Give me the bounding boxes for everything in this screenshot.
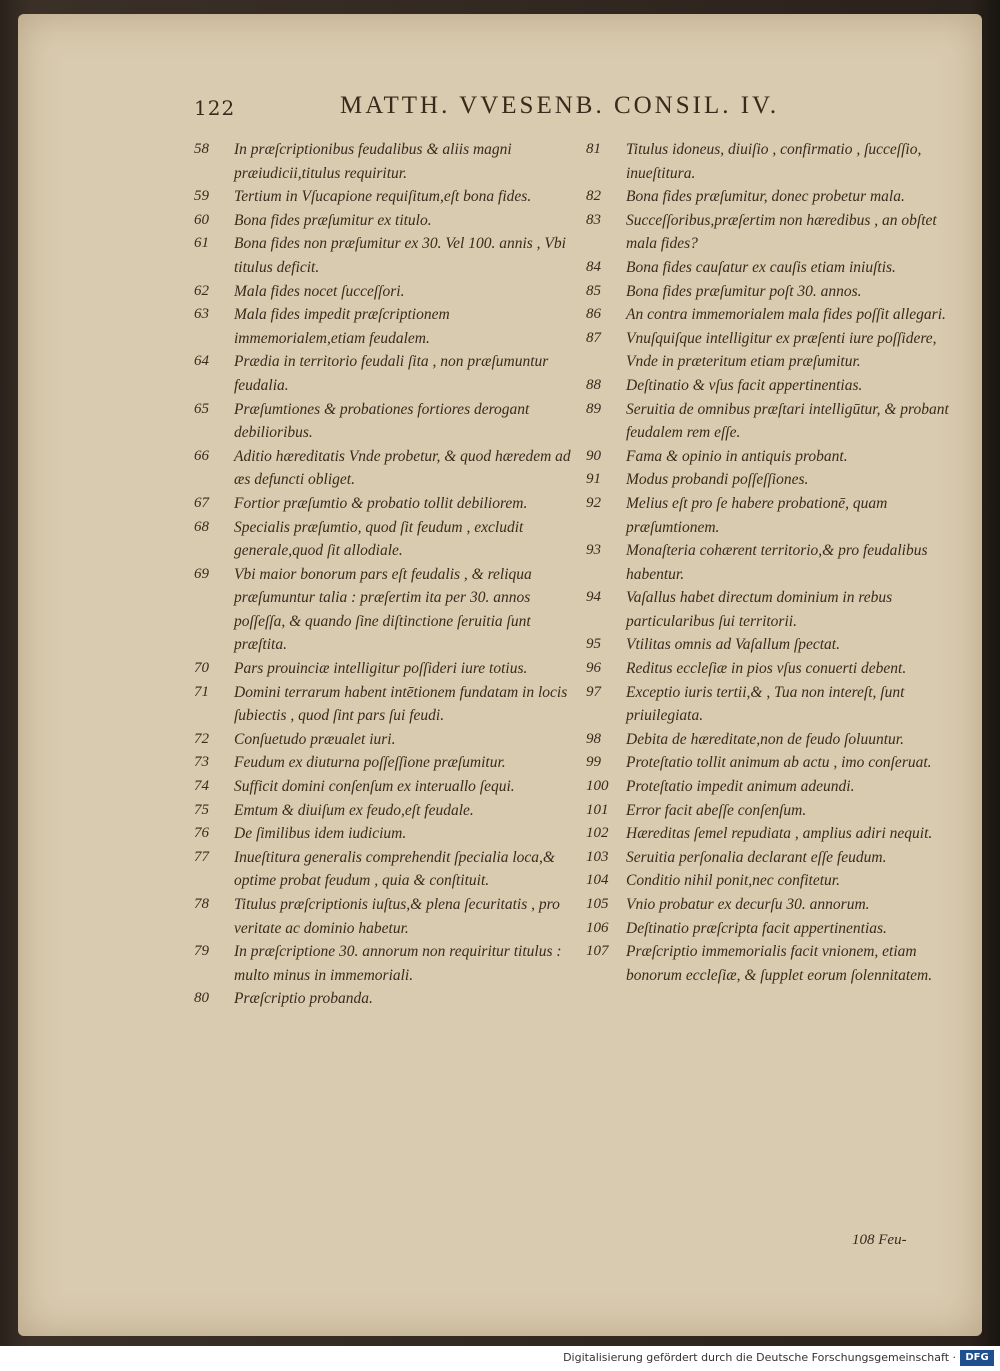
index-entry: [194, 681, 574, 728]
index-entry: [194, 185, 574, 209]
index-entry: [194, 893, 574, 940]
entry-number: 74: [194, 778, 209, 795]
index-entry: [194, 940, 574, 987]
entry-number: 85: [586, 282, 601, 299]
entry-number: 102: [586, 825, 609, 842]
index-entry: [194, 799, 574, 823]
entry-number: 68: [194, 518, 209, 535]
entry-text: Vnuſquiſque intelligitur ex præſenti iure poſſidere, Vnde in præteritum etiam præſumitur.: [626, 329, 937, 371]
entry-text: Deſtinatio & vſus facit appertinentias.: [626, 376, 863, 394]
entry-number: 93: [586, 542, 601, 559]
index-entry: [586, 492, 964, 539]
entry-text: Error facit abeſſe conſenſum.: [626, 801, 807, 819]
page-header: [18, 92, 982, 132]
entry-number: 96: [586, 660, 601, 677]
entry-number: 82: [586, 188, 601, 205]
index-entry: [586, 327, 964, 374]
index-entry: [586, 209, 964, 256]
entry-text: Monaſteria cohærent territorio,& pro feudalibus habentur.: [626, 542, 928, 583]
index-entry: [586, 633, 964, 657]
index-entry: [194, 398, 574, 445]
entry-text: Præſumtiones & probationes fortiores derogant debilioribus.: [234, 400, 530, 442]
index-entry: [586, 657, 964, 681]
entry-text: Bona fides cauſatur ex cauſis etiam iniuſtis.: [626, 258, 896, 276]
entry-text: Proteſtatio tollit animum ab actu , imo conſeruat.: [626, 754, 932, 772]
entry-number: 65: [194, 400, 209, 417]
index-entry: [194, 728, 574, 752]
entry-text: In præſcriptionibus feudalibus & aliis magni præiudicii,titulus requiritur.: [234, 141, 512, 182]
index-entry: [194, 751, 574, 775]
index-entry: [586, 869, 964, 893]
entry-number: 71: [194, 683, 209, 700]
index-entry: [194, 445, 574, 492]
left-column: [194, 138, 574, 1011]
entry-text: Conditio nihil ponit,nec confitetur.: [626, 872, 840, 890]
entry-number: 79: [194, 943, 209, 960]
entry-text: Modus probandi poſſeſſiones.: [626, 471, 809, 489]
entry-number: 98: [586, 730, 601, 747]
index-entry: [586, 303, 964, 327]
entry-text: Præſcriptio immemorialis facit vnionem, etiam bonorum eccleſiæ, & ſupplet eorum ſolennitatem.: [626, 943, 933, 984]
entry-text: Vtilitas omnis ad Vaſallum ſpectat.: [626, 636, 840, 654]
entry-text: Reditus eccleſiæ in pios vſus conuerti debent.: [626, 660, 907, 678]
entry-number: 64: [194, 353, 209, 370]
index-entry: [586, 185, 964, 209]
index-entry: [586, 728, 964, 752]
entry-number: 59: [194, 188, 209, 205]
entry-text: Sufficit domini conſenſum ex interuallo ſequi.: [234, 778, 515, 796]
entry-number: 100: [586, 778, 609, 795]
index-entry: [194, 846, 574, 893]
entry-text: Deſtinatio præſcripta facit appertinentias.: [626, 919, 887, 937]
entry-text: Præſcriptio probanda.: [234, 990, 373, 1008]
entry-number: 76: [194, 825, 209, 842]
entry-text: Vbi maior bonorum pars eſt feudalis , & reliqua præſumuntur talia : præſertim ita per 30. annos poſſeſſa, & quando ſine diſtinctione ſeruitia ſunt præſtita.: [234, 565, 532, 654]
index-entry: [194, 350, 574, 397]
entry-text: Titulus idoneus, diuiſio , confirmatio , ſucceſſio, inueſtitura.: [626, 141, 922, 182]
entry-number: 72: [194, 730, 209, 747]
entry-number: 90: [586, 447, 601, 464]
entry-text: Seruitia de omnibus præſtari intelligūtur, & probant feudalem rem eſſe.: [626, 400, 949, 442]
entry-text: Prædia in territorio feudali ſita , non præſumuntur feudalia.: [234, 353, 549, 394]
entry-text: Bona fides præſumitur ex titulo.: [234, 211, 432, 229]
index-entry: [586, 445, 964, 469]
index-entry: [194, 232, 574, 279]
entry-number: 88: [586, 376, 601, 393]
index-entry: [194, 280, 574, 304]
index-entry: [194, 516, 574, 563]
entry-number: 73: [194, 754, 209, 771]
index-entry: [194, 987, 574, 1011]
entry-number: 78: [194, 896, 209, 912]
entry-number: 61: [194, 235, 209, 252]
dfg-logo-icon: DFG: [960, 1350, 994, 1366]
entry-number: 91: [586, 471, 601, 488]
index-entry: [586, 893, 964, 917]
index-entry: [586, 846, 964, 870]
index-entry: [586, 681, 964, 728]
entry-text: Mala fides nocet ſucceſſori.: [234, 282, 405, 300]
entry-number: 97: [586, 683, 601, 700]
entry-text: Inueſtitura generalis comprehendit ſpecialia loca,& optime probat feudum , quia & conſtituit.: [234, 848, 555, 890]
index-entry: [586, 822, 964, 846]
index-entry: [586, 586, 964, 633]
entry-number: 70: [194, 660, 209, 677]
entry-text: Titulus præſcriptionis iuſtus,& plena ſecuritatis , pro veritate ac dominio habetur.: [234, 896, 560, 937]
index-entry: [586, 917, 964, 941]
entry-text: Fama & opinio in antiquis probant.: [626, 447, 848, 465]
entry-number: 77: [194, 848, 209, 865]
book-page: [18, 14, 982, 1336]
entry-number: 103: [586, 848, 609, 865]
index-entry: [194, 492, 574, 516]
entry-text: Proteſtatio impedit animum adeundi.: [626, 778, 855, 796]
entry-text: Melius eſt pro ſe habere probationē, quam præſumtionem.: [626, 494, 888, 536]
entry-text: Fortior præſumtio & probatio tollit debiliorem.: [234, 494, 528, 512]
index-entry: [194, 563, 574, 657]
entry-number: 75: [194, 801, 209, 818]
index-entry: [586, 374, 964, 398]
entry-number: 99: [586, 754, 601, 771]
entry-number: 89: [586, 400, 601, 417]
entry-text: Pars prouinciæ intelligitur poſſideri iure totius.: [234, 660, 528, 678]
entry-number: 83: [586, 211, 601, 228]
entry-number: 105: [586, 896, 609, 912]
index-entry: [194, 822, 574, 846]
entry-text: Emtum & diuiſum ex feudo,eſt feudale.: [234, 801, 474, 819]
running-title: MATTH. VVESENB. CONSIL. IV.: [340, 92, 780, 119]
index-entry: [586, 539, 964, 586]
index-entry: [586, 940, 964, 987]
index-entry: [586, 398, 964, 445]
entry-text: Tertium in Vſucapione requiſitum,eſt bona fides.: [234, 188, 532, 206]
entry-text: In præſcriptione 30. annorum non requiritur titulus : multo minus in immemoriali.: [234, 943, 562, 984]
entry-text: De ſimilibus idem iudicium.: [234, 825, 407, 843]
index-entry: [586, 280, 964, 304]
entry-number: 60: [194, 211, 209, 228]
entry-number: 87: [586, 329, 601, 346]
entry-number: 86: [586, 306, 601, 323]
entry-number: 95: [586, 636, 601, 653]
entry-text: Domini terrarum habent intētionem fundatam in locis ſubiectis , quod ſint pars ſui feudi.: [234, 683, 568, 725]
entry-number: 62: [194, 282, 209, 299]
index-entry: [586, 256, 964, 280]
index-entry: [586, 468, 964, 492]
entry-number: 80: [194, 990, 209, 1007]
entry-text: Feudum ex diuturna poſſeſſione præſumitur.: [234, 754, 506, 772]
entry-text: Seruitia perſonalia declarant eſſe feudum.: [626, 848, 887, 866]
index-entry: [194, 775, 574, 799]
entry-text: Vnio probatur ex decurſu 30. annorum.: [626, 896, 870, 913]
entry-number: 101: [586, 801, 609, 818]
digitization-footer: [0, 1346, 1000, 1371]
entry-text: Conſuetudo præualet iuri.: [234, 730, 396, 748]
entry-number: 84: [586, 258, 601, 275]
entry-text: An contra immemorialem mala fides poſſit allegari.: [626, 306, 946, 324]
index-entry: [194, 209, 574, 233]
entry-text: Vaſallus habet directum dominium in rebus particularibus ſui territorii.: [626, 589, 893, 630]
entry-text: Succeſſoribus,præſertim non hæredibus , an obſtet mala fides?: [626, 211, 937, 253]
entry-text: Debita de hæreditate,non de feudo ſoluuntur.: [626, 730, 904, 748]
entry-text: Bona fides non præſumitur ex 30. Vel 100. annis , Vbi titulus deficit.: [234, 235, 566, 276]
index-entry: [586, 799, 964, 823]
entry-text: Bona fides præſumitur poſt 30. annos.: [626, 282, 862, 300]
index-entry: [586, 775, 964, 799]
entry-number: 107: [586, 943, 609, 960]
entry-number: 92: [586, 494, 601, 511]
right-column: [586, 138, 964, 987]
entry-text: Mala fides impedit præſcriptionem immemorialem,etiam feudalem.: [234, 306, 450, 347]
index-entry: [194, 657, 574, 681]
entry-number: 67: [194, 494, 209, 511]
entry-number: 69: [194, 565, 209, 582]
page-number: 122: [194, 96, 236, 120]
catchword: 108 Feu-: [852, 1232, 907, 1248]
index-entry: [586, 138, 964, 185]
entry-number: 58: [194, 141, 209, 157]
entry-number: 106: [586, 919, 609, 936]
index-entry: [586, 751, 964, 775]
entry-text: Exceptio iuris tertii,& , Tua non intereſt, ſunt priuilegiata.: [626, 683, 905, 725]
entry-number: 63: [194, 306, 209, 323]
entry-number: 104: [586, 872, 609, 889]
entry-text: Specialis præſumtio, quod ſit feudum , excludit generale,quod ſit allodiale.: [234, 518, 524, 560]
funding-credit: Digitalisierung gefördert durch die Deutsche Forschungsgemeinschaft ·: [563, 1351, 956, 1364]
entry-number: 66: [194, 447, 209, 464]
entry-text: Hæreditas ſemel repudiata , amplius adiri nequit.: [626, 825, 933, 843]
entry-text: Bona fides præſumitur, donec probetur mala.: [626, 188, 905, 206]
entry-number: 94: [586, 589, 601, 606]
entry-number: 81: [586, 141, 601, 157]
index-entry: [194, 138, 574, 185]
entry-text: Aditio hæreditatis Vnde probetur, & quod hæredem ad æs defuncti obliget.: [234, 447, 571, 489]
index-entry: [194, 303, 574, 350]
